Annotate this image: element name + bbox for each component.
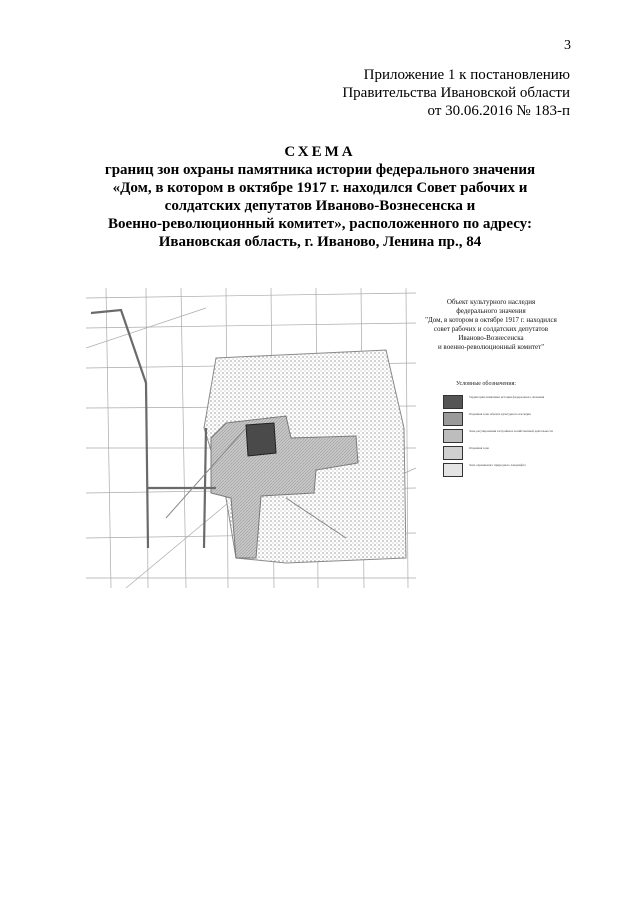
heading-line: границ зон охраны памятника истории федерального значения <box>104 162 536 178</box>
legend-label: Зона охраняемого природного ландшафта <box>469 463 526 467</box>
monument-territory <box>246 423 276 456</box>
legend-swatch <box>443 463 463 477</box>
appendix-block <box>342 66 570 120</box>
legend-label: Охранная зона <box>469 446 489 450</box>
heading-line: Военно-революционный комитет», расположенного по адресу: <box>108 216 532 232</box>
legend-swatch <box>443 446 463 460</box>
legend-label: Зона регулирования застройки и хозяйственной деятельности <box>469 429 553 433</box>
legend-swatch <box>443 395 463 409</box>
appendix-line: Приложение 1 к постановлению <box>363 67 570 83</box>
legend-title-line: и военно-революционный комитет" <box>437 343 545 351</box>
legend-swatch <box>443 429 463 443</box>
legend-title-line: "Дом, в котором в октябре 1917 г. находился <box>425 316 557 324</box>
document-heading <box>0 143 640 251</box>
legend-item <box>443 412 559 426</box>
legend-title-line: совет рабочих и солдатских депутатов <box>433 325 549 333</box>
legend-label: Территория памятника истории федерального значения <box>469 395 545 399</box>
legend-title-line: федерального значения <box>456 307 526 315</box>
legend-item <box>443 395 559 409</box>
heading-line: Ивановская область, г. Иваново, Ленина пр., 84 <box>158 234 482 250</box>
heading-line: солдатских депутатов Иваново-Вознесенска и <box>164 198 476 214</box>
appendix-line: от 30.06.2016 № 183-п <box>427 103 570 119</box>
heading-title: СХЕМА <box>284 144 356 160</box>
legend-item <box>443 446 559 460</box>
heading-line: «Дом, в котором в октябре 1917 г. находился Совет рабочих и <box>112 180 528 196</box>
page-number: 3 <box>564 38 571 53</box>
legend-title-line: Объект культурного наследия <box>446 298 536 306</box>
legend-label: Охранная зона объекта культурного наследия <box>469 412 531 416</box>
legend-item <box>443 463 559 477</box>
appendix-line: Правительства Ивановской области <box>342 85 570 101</box>
legend-swatch <box>443 412 463 426</box>
legend-item <box>443 429 559 443</box>
legend-heading: Условные обозначения: <box>456 381 517 387</box>
legend-title-line: Иваново-Вознесенска <box>458 334 524 342</box>
legend-title <box>418 298 564 352</box>
